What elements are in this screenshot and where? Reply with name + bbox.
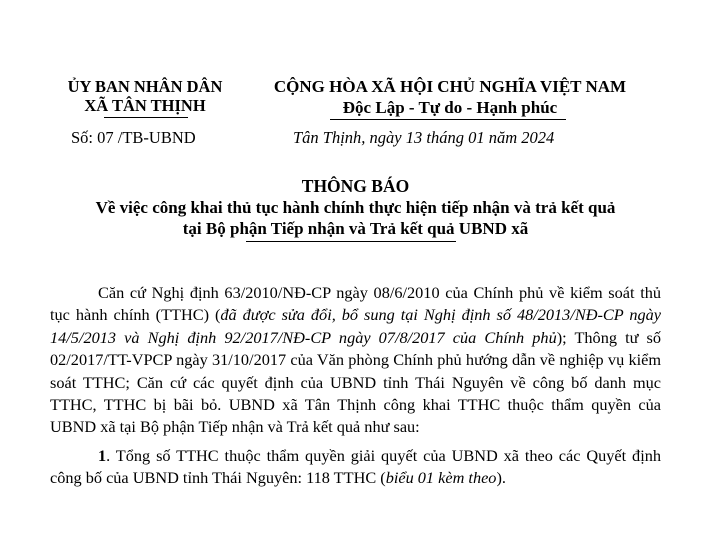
item-number: 1: [98, 445, 107, 465]
item-1-text-end: ).: [496, 468, 506, 488]
issuing-authority: ỦY BAN NHÂN DÂN: [67, 77, 223, 96]
legal-basis-amendment-note: đã được sửa đổi, bổ sung tại Nghị định số 48/2013/NĐ-CP ngày 14/5/2013 và Nghị định 92/2017/NĐ-CP ngày 07/8/2017 của Chính phủ: [50, 305, 662, 347]
org-underline: [104, 117, 188, 118]
subject-line-1: Về việc công khai thủ tục hành chính thực hiện tiếp nhận và trả kết quả: [95, 198, 616, 217]
item-1-text: . Tổng số TTHC thuộc thẩm quyền giải quyết của UBND xã theo các Quyết định công bố của UBND tỉnh Thái Nguyên: 118 TTHC (: [50, 445, 661, 488]
document-type-heading: THÔNG BÁO: [301, 176, 410, 196]
legal-basis-text: Căn cứ Nghị định 63/2010/NĐ-CP ngày 08/6/2010 của Chính phủ về kiểm soát thủ tục hành chính (TTHC) (: [50, 283, 661, 325]
subject-underline: [246, 241, 456, 242]
item-1-attachment-note: biểu 01 kèm theo: [385, 468, 497, 488]
subject-line-2: tại Bộ phận Tiếp nhận và Trả kết quả UBND xã: [182, 219, 529, 238]
national-title: CỘNG HÒA XÃ HỘI CHỦ NGHĨA VIỆT NAM: [273, 77, 627, 96]
paragraph-item-1: [50, 445, 661, 490]
place-and-date: Tân Thịnh, ngày 13 tháng 01 năm 2024: [293, 128, 555, 147]
motto-underline: [330, 119, 566, 120]
national-motto: Độc Lập - Tự do - Hạnh phúc: [342, 98, 558, 117]
paragraph-legal-basis: [50, 282, 661, 439]
document-number: Số: 07 /TB-UBND: [71, 128, 196, 147]
legal-basis-text-cont: ); Thông tư số 02/2017/TT-VPCP ngày 31/10/2017 của Văn phòng Chính phủ hướng dẫn về nghiệp vụ kiểm soát TTHC; Căn cứ các quyết định của UBND tỉnh Thái Nguyên về công bố danh mục TTHC, TTHC bị bãi bỏ. UBND xã Tân Thịnh công khai TTHC thuộc thẩm quyền của UBND xã tại Bộ phận Tiếp nhận và Trả kết quả như sau:: [50, 327, 661, 437]
issuing-commune: XÃ TÂN THỊNH: [84, 96, 206, 115]
document-body: [50, 282, 661, 490]
